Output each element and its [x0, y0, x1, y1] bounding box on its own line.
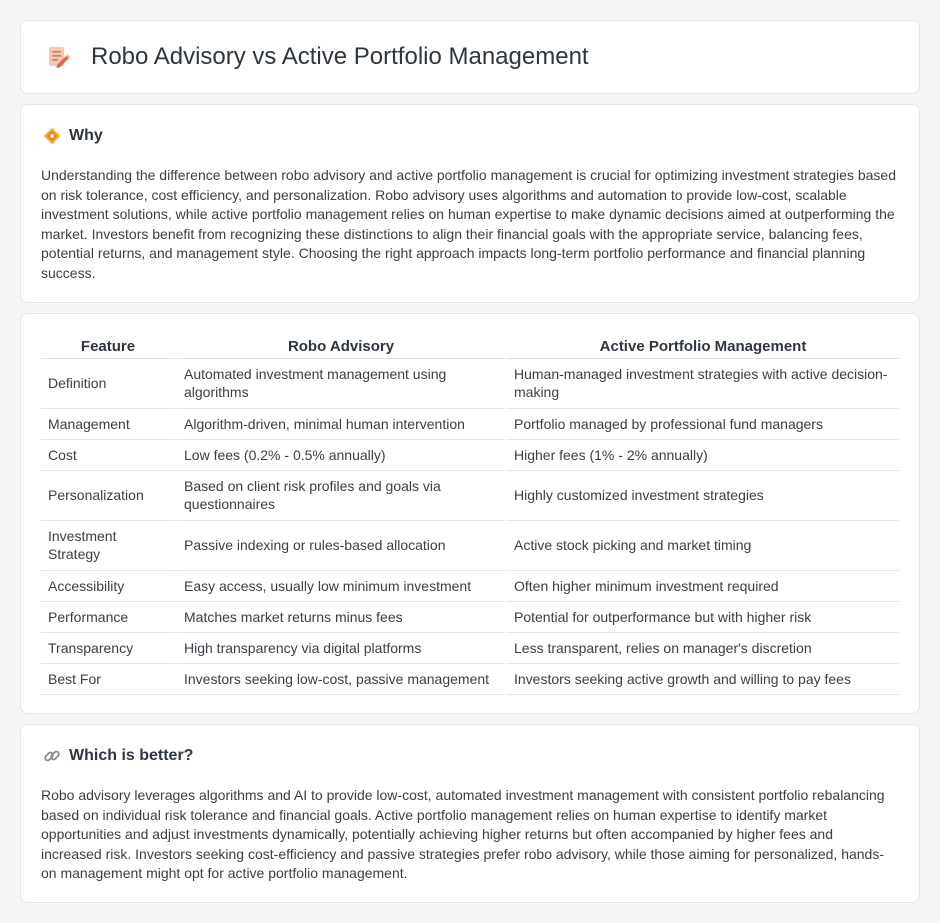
feature-cell: Personalization: [41, 470, 176, 520]
active-cell: Investors seeking active growth and willing to pay fees: [506, 663, 899, 694]
feature-cell: Definition: [41, 358, 176, 408]
table-row: [41, 632, 899, 663]
document-pencil-icon: [45, 44, 71, 70]
active-cell: Human-managed investment strategies with active decision-making: [506, 358, 899, 408]
comparison-table: [41, 336, 899, 695]
better-title: Which is better?: [69, 747, 194, 764]
robo-cell: Automated investment management using algorithms: [176, 358, 506, 408]
feature-cell: Transparency: [41, 632, 176, 663]
robo-cell: Algorithm-driven, minimal human intervention: [176, 408, 506, 439]
better-text: Robo advisory leverages algorithms and AI to provide low-cost, automated investment management with consistent portfolio rebalancing based on individual risk tolerance and financial goals. Active portfolio management relies on human expertise to identify market opportunities and adjust investments dynamically, potentially achieving higher returns but often accompanied by higher fees and increased risk. Investors seeking cost-efficiency and passive strategies prefer robo advisory, while those aiming for personalized, hands-on management might opt for active portfolio management.: [41, 787, 885, 881]
active-cell: Potential for outperformance but with higher risk: [506, 601, 899, 632]
table-row: [41, 601, 899, 632]
feature-cell: Management: [41, 408, 176, 439]
header-feature: Feature: [41, 336, 176, 358]
robo-cell: Low fees (0.2% - 0.5% annually): [176, 439, 506, 470]
table-header-row: [41, 336, 899, 358]
link-icon: [43, 747, 61, 765]
active-cell: Portfolio managed by professional fund managers: [506, 408, 899, 439]
active-cell: Often higher minimum investment required: [506, 570, 899, 601]
feature-cell: Performance: [41, 601, 176, 632]
active-cell: Higher fees (1% - 2% annually): [506, 439, 899, 470]
table-row: [41, 358, 899, 408]
robo-cell: Passive indexing or rules-based allocation: [176, 520, 506, 570]
table-row: [41, 439, 899, 470]
robo-cell: Easy access, usually low minimum investment: [176, 570, 506, 601]
robo-cell: Matches market returns minus fees: [176, 601, 506, 632]
why-title: Why: [69, 127, 103, 144]
active-cell: Less transparent, relies on manager's discretion: [506, 632, 899, 663]
better-heading: [43, 747, 193, 765]
header-active-management: Active Portfolio Management: [506, 336, 899, 358]
table-row: [41, 520, 899, 570]
comparison-section: [20, 313, 920, 714]
title-row: [45, 43, 589, 71]
table-row: [41, 570, 899, 601]
table-row: [41, 663, 899, 694]
feature-cell: Accessibility: [41, 570, 176, 601]
table-row: [41, 408, 899, 439]
page-title: Robo Advisory vs Active Portfolio Management: [91, 43, 589, 70]
feature-cell: Best For: [41, 663, 176, 694]
robo-cell: Investors seeking low-cost, passive management: [176, 663, 506, 694]
why-section: [20, 104, 920, 303]
active-cell: Highly customized investment strategies: [506, 470, 899, 520]
feature-cell: Cost: [41, 439, 176, 470]
why-heading: [43, 127, 103, 145]
robo-cell: Based on client risk profiles and goals via questionnaires: [176, 470, 506, 520]
table-row: [41, 470, 899, 520]
active-cell: Active stock picking and market timing: [506, 520, 899, 570]
title-card: [20, 20, 920, 94]
why-text: Understanding the difference between robo advisory and active portfolio management is crucial for optimizing investment strategies based on risk tolerance, cost efficiency, and personalization. Robo advisory uses algorithms and automation to provide low-cost, scalable investment solutions, while active portfolio management relies on human expertise to make dynamic decisions aimed at outperforming the market. Investors benefit from recognizing these distinctions to align their financial goals with the appropriate service, balancing fees, potential returns, and management style. Choosing the right approach impacts long-term portfolio performance and financial planning success.: [41, 167, 896, 281]
diamond-sign-icon: [43, 127, 61, 145]
robo-cell: High transparency via digital platforms: [176, 632, 506, 663]
feature-cell: Investment Strategy: [41, 520, 176, 570]
header-robo-advisory: Robo Advisory: [176, 336, 506, 358]
which-is-better-section: [20, 724, 920, 903]
